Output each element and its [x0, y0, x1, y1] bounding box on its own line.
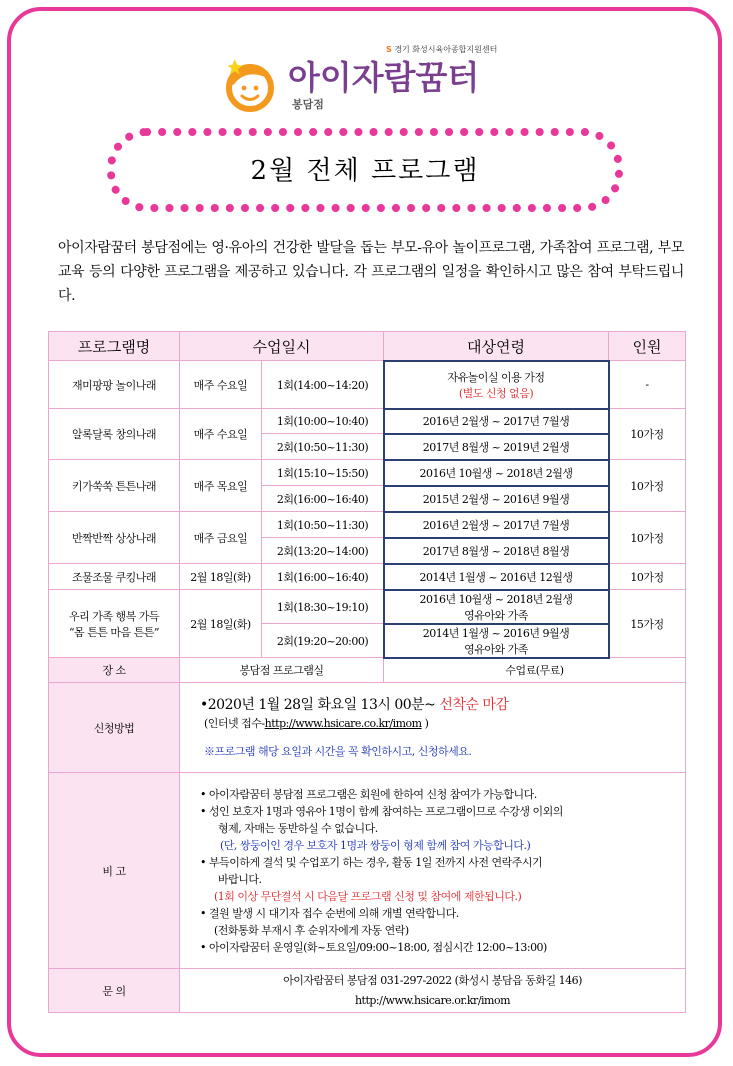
session-age: 2014년 1월생 ~ 2016년 9월생 영유아와 가족: [384, 624, 609, 658]
program-count: 10가정: [609, 409, 686, 460]
session-time: 2회(13:20~14:00): [262, 538, 384, 564]
table-row: [49, 409, 686, 434]
session-time: 1회(10:00~10:40): [262, 409, 384, 434]
notes-content: • 아이자람꿈터 봉담점 프로그램은 회원에 한하여 신청 참여가 가능합니다. • 성인 보호자 1명과 영유아 1명이 함께 참여하는 프로그램이므로 수강생 이외의 형제, 자매는 동반하실 수 없습니다. (단, 쌍둥이인 경우 보호자 1명과 쌍둥이 형제 함께 참여 가능합니다.) • 부득이하게 결석 및 수업포기 하는 경우, 활동 1일 전까지 사전 연락주시기 바랍니다. (1회 이상 무단결석 시 다음달 프로그램 신청 및 참여에 제한됩니다.) • 결원 발생 시 대기자 접수 순번에 의해 개별 연락합니다. (전화통화 부재시 후 순위자에게 자동 연락) • 아이자람꿈터 운영일(화~토요일/09:00~18:00, 점심시간 12:00~13:00): [180, 773, 686, 969]
apply-row: [49, 683, 686, 773]
session-age: 2014년 1월생 ~ 2016년 12월생: [384, 564, 609, 590]
child-face-icon: [224, 56, 280, 112]
program-count: -: [609, 361, 686, 409]
table-row: [49, 564, 686, 590]
program-day: 2월 18일(화): [180, 590, 262, 658]
program-day: 매주 목요일: [180, 460, 262, 512]
session-age: 2017년 8월생 ~ 2019년 2월생: [384, 434, 609, 460]
session-age: 2016년 10월생 ~ 2018년 2월생: [384, 460, 609, 486]
session-age: 2015년 2월생 ~ 2016년 9월생: [384, 486, 609, 512]
program-count: 15가정: [609, 590, 686, 658]
place-value: 봉담점 프로그램실: [180, 658, 384, 683]
table-header-row: [49, 332, 686, 361]
program-name: 조물조물 쿠킹나래: [49, 564, 180, 590]
contact-label: 문 의: [49, 969, 180, 1013]
program-name: 우리 가족 행복 가득 “몸 튼튼 마음 튼튼”: [49, 590, 180, 658]
session-age: 2016년 10월생 ~ 2018년 2월생 영유아와 가족: [384, 590, 609, 624]
contact-content: 아이자람꿈터 봉담점 031-297-2022 (화성시 봉담읍 동화길 146) http://www.hsicare.or.kr/imom: [180, 969, 686, 1013]
session-time: 1회(16:00~16:40): [262, 564, 384, 590]
header-age: 대상연령: [384, 332, 609, 361]
program-day: 매주 금요일: [180, 512, 262, 564]
header-count: 인원: [609, 332, 686, 361]
session-time: 1회(15:10~15:50): [262, 460, 384, 486]
apply-link[interactable]: http://www.hsicare.co.kr/imom: [264, 716, 422, 730]
place-label: 장 소: [49, 658, 180, 683]
table-row: [49, 512, 686, 538]
age-note: (별도 신청 없음): [458, 386, 534, 400]
notes-row: [49, 773, 686, 969]
program-name: 재미팡팡 놀이나래: [49, 361, 180, 409]
org-name: S 경기 화성시육아종합지원센터: [386, 45, 498, 54]
contact-row: [49, 969, 686, 1013]
logo-text: 아이자람꿈터: [288, 58, 480, 97]
program-count: 10가정: [609, 512, 686, 564]
title-banner: [105, 126, 625, 214]
header-schedule: 수업일시: [180, 332, 384, 361]
program-count: 10가정: [609, 460, 686, 512]
fee-value: 수업료(무료): [384, 658, 686, 683]
program-day: 2월 18일(화): [180, 564, 262, 590]
page-title: 2월 전체 프로그램: [250, 156, 480, 186]
logo-branch: 봉담점: [292, 98, 324, 111]
first-come-label: 선착순 마감: [439, 696, 509, 713]
program-day: 매주 수요일: [180, 361, 262, 409]
program-day: 매주 수요일: [180, 409, 262, 460]
session-time: 1회(10:50~11:30): [262, 512, 384, 538]
table-row: [49, 361, 686, 409]
program-count: 10가정: [609, 564, 686, 590]
program-name: 키가쑥쑥 튼튼나래: [49, 460, 180, 512]
program-name: 알록달록 창의나래: [49, 409, 180, 460]
apply-warning: ※프로그램 해당 요일과 시간을 꼭 확인하시고, 신청하세요.: [204, 744, 472, 758]
table-row: [49, 590, 686, 624]
session-age: 자유놀이실 이용 가정 (별도 신청 없음): [384, 361, 609, 409]
session-age: 2016년 2월생 ~ 2017년 7월생: [384, 409, 609, 434]
place-row: [49, 658, 686, 683]
session-time: 2회(16:00~16:40): [262, 486, 384, 512]
session-time: 1회(14:00~14:20): [262, 361, 384, 409]
header-program-name: 프로그램명: [49, 332, 180, 361]
contact-link[interactable]: http://www.hsicare.or.kr/imom: [354, 993, 511, 1007]
program-name: 반짝반짝 상상나래: [49, 512, 180, 564]
session-time: 2회(10:50~11:30): [262, 434, 384, 460]
table-row: [49, 460, 686, 486]
session-age: 2016년 2월생 ~ 2017년 7월생: [384, 512, 609, 538]
apply-label: 신청방법: [49, 683, 180, 773]
session-time: 1회(18:30~19:10): [262, 590, 384, 624]
notes-label: 비 고: [49, 773, 180, 969]
apply-content: •2020년 1월 28일 화요일 13시 00분~ 선착순 마감 (인터넷 접수-http://www.hsicare.co.kr/imom ) ※프로그램 해당 요일과 시간을 꼭 확인하시고, 신청하세요.: [180, 683, 686, 773]
logo: [218, 38, 518, 118]
intro-text: 아이자람꿈터 봉담점에는 영·유아의 건강한 발달을 돕는 부모-유아 놀이프로그램, 가족참여 프로그램, 부모교육 등의 다양한 프로그램을 제공하고 있습니다. 각 프로그램의 일정을 확인하시고 많은 참여 부탁드립니다.: [58, 240, 684, 304]
program-table: [48, 331, 686, 1013]
session-age: 2017년 8월생 ~ 2018년 8월생: [384, 538, 609, 564]
session-time: 2회(19:20~20:00): [262, 624, 384, 658]
